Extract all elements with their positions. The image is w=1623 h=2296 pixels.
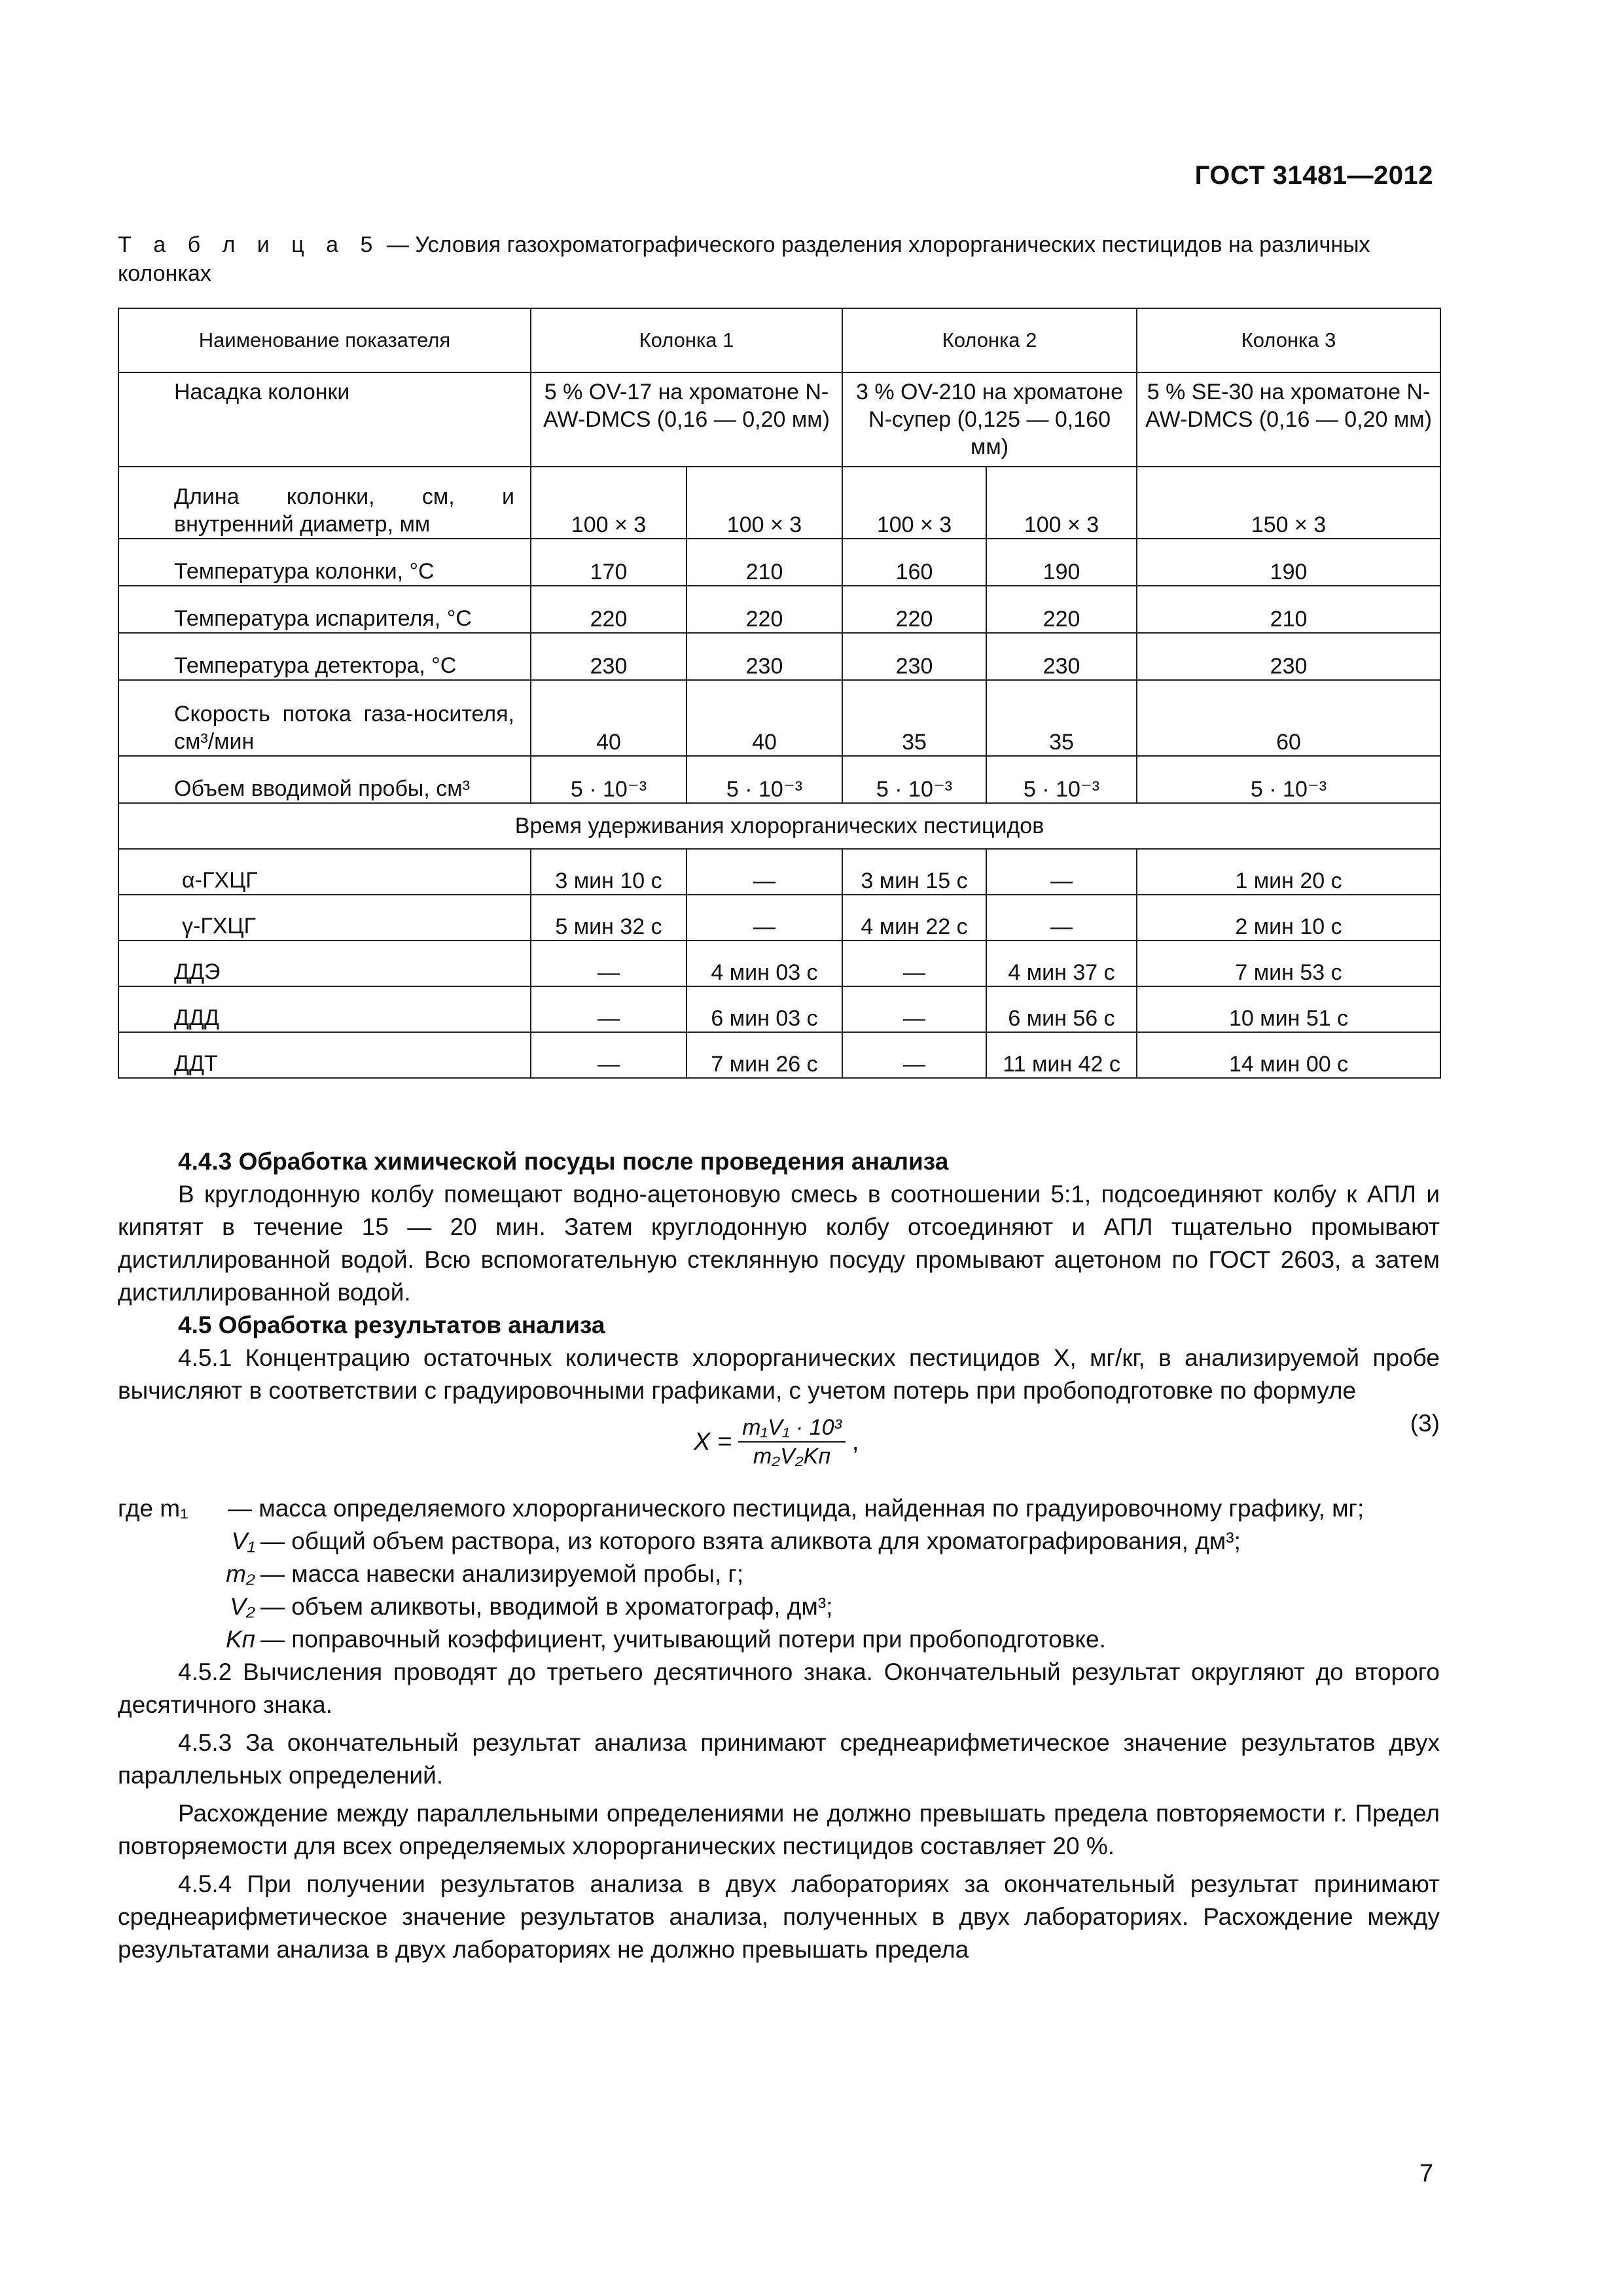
table-caption-label: Т а б л и ц а 5 — [118, 232, 381, 257]
row-label: Температура испарителя, °С — [118, 586, 531, 633]
cell: 11 мин 42 с — [986, 1032, 1137, 1078]
legend-symbol: m₂ — [226, 1560, 255, 1587]
cell: 4 мин 22 с — [842, 895, 986, 941]
table-caption-text: — Условия газохроматографического разделения хлорорганических пестицидов на различных колонках — [118, 232, 1370, 286]
legend-item — [118, 1525, 1440, 1558]
legend-item — [118, 1558, 1440, 1590]
section-443-text: В круглодонную колбу помещают водно-ацетоновую смесь в соотношении 5:1, подсоединяют колбу к АПЛ и кипятят в течение 15 — 20 мин. Затем круглодонную колбу отсоединяют и АПЛ тщательно промывают дистиллированной водой. Всю вспомогательную стеклянную посуду промывают ацетоном по ГОСТ 2603, а затем дистиллированной водой. — [118, 1181, 1440, 1306]
legend-definition: — объем аликвоты, вводимой в хроматограф, дм³; — [260, 1593, 833, 1620]
row-label: γ-ГХЦГ — [118, 895, 531, 941]
cell: 220 — [687, 586, 842, 633]
cell: 7 мин 26 с — [687, 1032, 842, 1078]
cell: — — [687, 849, 842, 895]
formula-expression — [694, 1414, 859, 1470]
cell: 60 — [1137, 680, 1440, 756]
formula-legend — [118, 1492, 1440, 1656]
table-row — [118, 941, 1440, 986]
formula-lhs: X = — [694, 1428, 732, 1456]
table-header-row — [118, 308, 1440, 372]
cell: 5 · 10⁻³ — [531, 756, 687, 803]
cell: 5 мин 32 с — [531, 895, 687, 941]
row-label: Длина колонки, см, и внутренний диаметр, мм — [118, 467, 531, 539]
legend-symbol: V₂ — [230, 1593, 255, 1620]
cell: 150 × 3 — [1137, 467, 1440, 539]
legend-symbol: где m₁ — [118, 1495, 188, 1522]
cell: 4 мин 37 с — [986, 941, 1137, 986]
table-caption — [118, 230, 1440, 288]
row-label: Температура колонки, °С — [118, 539, 531, 586]
row-label: Температура детектора, °С — [118, 633, 531, 680]
cell: 7 мин 53 с — [1137, 941, 1440, 986]
cell: 100 × 3 — [986, 467, 1137, 539]
table-row — [118, 467, 1440, 539]
cell: — — [986, 895, 1137, 941]
cell: 220 — [986, 586, 1137, 633]
cell: 100 × 3 — [687, 467, 842, 539]
cell: 5 · 10⁻³ — [986, 756, 1137, 803]
packing-column-3: 5 % SE-30 на хроматоне N-AW-DMCS (0,16 — 0,20 мм) — [1137, 372, 1440, 467]
cell: — — [531, 941, 687, 986]
formula-3 — [118, 1407, 1440, 1486]
legend-definition: — общий объем раствора, из которого взята аликвота для хроматографирования, дм³; — [260, 1528, 1241, 1554]
legend-definition: — поправочный коэффициент, учитывающий потери при пробоподготовке. — [260, 1626, 1106, 1653]
table-row — [118, 849, 1440, 895]
cell: 190 — [1137, 539, 1440, 586]
cell: — — [531, 986, 687, 1032]
cell: — — [986, 849, 1137, 895]
formula-tail: , — [851, 1428, 859, 1456]
packing-column-1: 5 % OV-17 на хроматоне N-AW-DMCS (0,16 — 0,20 мм) — [531, 372, 842, 467]
row-label: α-ГХЦГ — [118, 849, 531, 895]
cell: 3 мин 10 с — [531, 849, 687, 895]
section-45-title: 4.5 Обработка результатов анализа — [178, 1312, 605, 1338]
formula-number: (3) — [1410, 1410, 1440, 1437]
cell: 190 — [986, 539, 1137, 586]
body-text — [118, 1145, 1440, 1966]
cell: 210 — [1137, 586, 1440, 633]
cell: 230 — [531, 633, 687, 680]
cell: — — [531, 1032, 687, 1078]
cell: 5 · 10⁻³ — [687, 756, 842, 803]
cell: — — [842, 1032, 986, 1078]
cell: 35 — [986, 680, 1137, 756]
formula-fraction — [738, 1414, 846, 1470]
gc-conditions-table — [118, 308, 1441, 1079]
header-indicator: Наименование показателя — [118, 308, 531, 372]
retention-title: Время удерживания хлорорганических пестицидов — [118, 803, 1440, 849]
cell: 5 · 10⁻³ — [1137, 756, 1440, 803]
row-label: ДДЭ — [118, 941, 531, 986]
page-number: 7 — [1419, 2160, 1433, 2187]
cell: 3 мин 15 с — [842, 849, 986, 895]
cell: 210 — [687, 539, 842, 586]
table-row-packing — [118, 372, 1440, 467]
paragraph-454: 4.5.4 При получении результатов анализа в двух лабораториях за окончательный результат принимают среднеарифметическое значение результатов анализа, полученных в двух лабораториях. Расхождение между результатами анализа в двух лабораториях не должно превышать предела — [118, 1871, 1440, 1963]
table-row — [118, 986, 1440, 1032]
legend-item — [118, 1590, 1440, 1623]
table-row — [118, 633, 1440, 680]
cell: 170 — [531, 539, 687, 586]
formula-denominator: m₂V₂Kп — [753, 1444, 831, 1469]
paragraph-451: 4.5.1 Концентрацию остаточных количеств хлорорганических пестицидов X, мг/кг, в анализируемой пробе вычисляют в соответствии с градуировочными графиками, с учетом потерь при пробоподготовке по формуле — [118, 1344, 1440, 1404]
retention-title-row — [118, 803, 1440, 849]
cell: 6 мин 56 с — [986, 986, 1137, 1032]
cell: — — [842, 986, 986, 1032]
document-code: ГОСТ 31481—2012 — [1194, 161, 1433, 190]
packing-label: Насадка колонки — [118, 372, 531, 467]
row-label: Объем вводимой пробы, см³ — [118, 756, 531, 803]
cell: 6 мин 03 с — [687, 986, 842, 1032]
cell: — — [842, 941, 986, 986]
row-label: Скорость потока газа-носителя, см³/мин — [118, 680, 531, 756]
paragraph-452: 4.5.2 Вычисления проводят до третьего десятичного знака. Окончательный результат округляют до второго десятичного знака. — [118, 1659, 1440, 1718]
cell: 230 — [986, 633, 1137, 680]
cell: 220 — [531, 586, 687, 633]
cell: 160 — [842, 539, 986, 586]
table-row — [118, 895, 1440, 941]
cell: 35 — [842, 680, 986, 756]
cell: 14 мин 00 с — [1137, 1032, 1440, 1078]
table-row — [118, 1032, 1440, 1078]
cell: 230 — [687, 633, 842, 680]
header-column-1: Колонка 1 — [531, 308, 842, 372]
cell: 230 — [842, 633, 986, 680]
row-label: ДДТ — [118, 1032, 531, 1078]
table-row — [118, 756, 1440, 803]
legend-symbol: Kп — [225, 1626, 255, 1653]
cell: 4 мин 03 с — [687, 941, 842, 986]
formula-numerator: m₁V₁ · 10³ — [738, 1414, 846, 1443]
cell: 100 × 3 — [531, 467, 687, 539]
section-443-title: 4.4.3 Обработка химической посуды после проведения анализа — [178, 1148, 949, 1175]
paragraph-453: 4.5.3 За окончательный результат анализа принимают среднеарифметическое значение результатов двух параллельных определений. — [118, 1729, 1440, 1789]
cell: 5 · 10⁻³ — [842, 756, 986, 803]
row-label: ДДД — [118, 986, 531, 1032]
cell: 230 — [1137, 633, 1440, 680]
cell: 40 — [531, 680, 687, 756]
cell: — — [687, 895, 842, 941]
packing-column-2: 3 % OV-210 на хроматоне N-супер (0,125 — 0,160 мм) — [842, 372, 1137, 467]
legend-symbol: V₁ — [231, 1528, 255, 1554]
legend-item — [118, 1623, 1440, 1656]
table-row — [118, 680, 1440, 756]
legend-definition: — масса определяемого хлорорганического пестицида, найденная по градуировочному графику, мг; — [228, 1495, 1364, 1522]
header-column-2: Колонка 2 — [842, 308, 1137, 372]
cell: 2 мин 10 с — [1137, 895, 1440, 941]
cell: 100 × 3 — [842, 467, 986, 539]
cell: 1 мин 20 с — [1137, 849, 1440, 895]
table-row — [118, 539, 1440, 586]
cell: 220 — [842, 586, 986, 633]
cell: 10 мин 51 с — [1137, 986, 1440, 1032]
table-row — [118, 586, 1440, 633]
paragraph-453-repeatability: Расхождение между параллельными определениями не должно превышать предела повторяемости r. Предел повторяемости для всех определяемых хлорорганических пестицидов составляет 20 %. — [118, 1800, 1440, 1859]
header-column-3: Колонка 3 — [1137, 308, 1440, 372]
legend-definition: — масса навески анализируемой пробы, г; — [260, 1560, 744, 1587]
legend-item — [118, 1492, 1440, 1525]
cell: 40 — [687, 680, 842, 756]
